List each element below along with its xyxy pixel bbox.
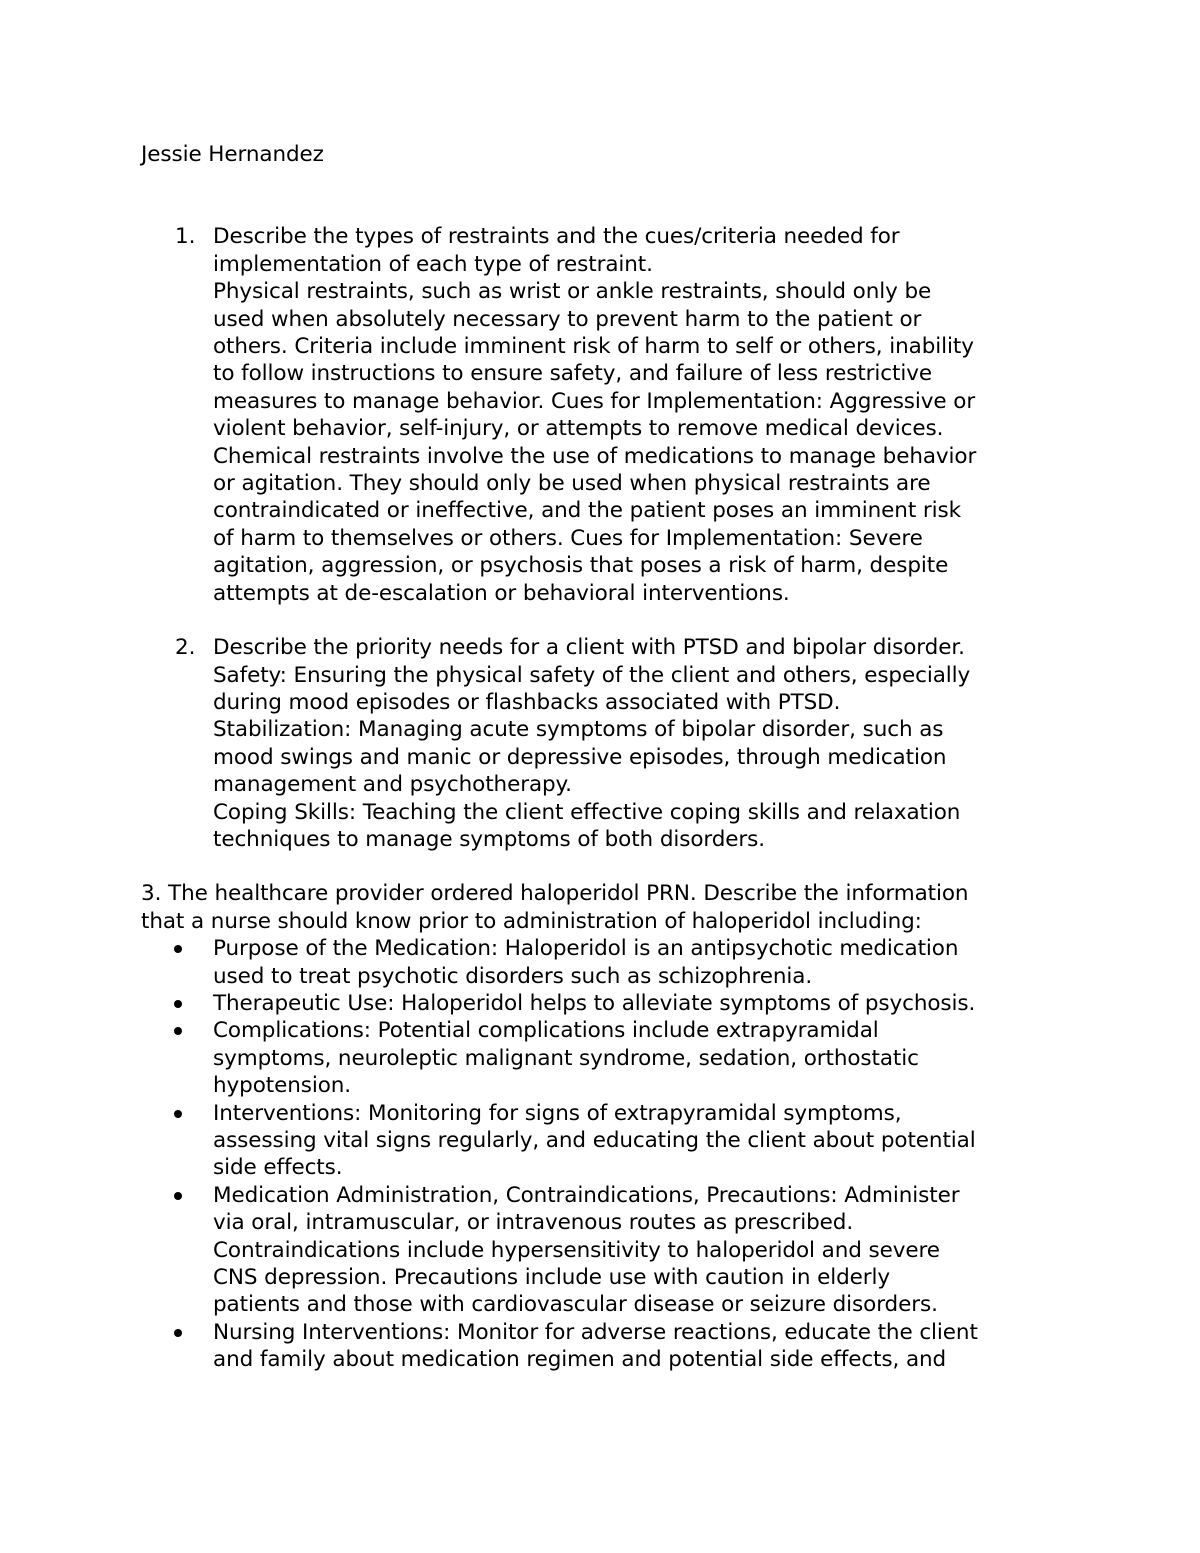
question-1-line: Describe the types of restraints and the cues/criteria needed for <box>213 224 900 250</box>
bullet-line: assessing vital signs regularly, and educating the client about potential <box>213 1128 976 1153</box>
answer-1-line: agitation, aggression, or psychosis that poses a risk of harm, despite <box>213 553 949 579</box>
bullet-line: Nursing Interventions: Monitor for adverse reactions, educate the client <box>213 1319 978 1345</box>
answer-2-line: management and psychotherapy. <box>213 772 572 798</box>
question-list <box>141 223 1061 853</box>
bullet-line: via oral, intramuscular, or intravenous routes as prescribed. <box>213 1210 854 1236</box>
bullet-icon <box>174 1329 182 1337</box>
bullet-line: Contraindications include hypersensitivity to haloperidol and severe <box>213 1237 940 1263</box>
answer-1-line: of harm to themselves or others. Cues for Implementation: Severe <box>213 525 923 551</box>
question-3-line: that a nurse should know prior to administration of haloperidol including: <box>141 908 922 934</box>
bullet-line: Therapeutic Use: Haloperidol helps to alleviate symptoms of psychosis. <box>213 990 976 1016</box>
bullet-line: patients and those with cardiovascular disease or seizure disorders. <box>213 1292 938 1318</box>
bullet-item-interventions <box>141 1100 1061 1182</box>
bullet-icon <box>174 1027 182 1035</box>
answer-2-line: Safety: Ensuring the physical safety of the client and others, especially <box>213 662 971 688</box>
bullet-line: symptoms, neuroleptic malignant syndrome, sedation, orthostatic <box>213 1045 919 1071</box>
answer-2-line: mood swings and manic or depressive episodes, through medication <box>213 744 947 770</box>
bullet-line: hypotension. <box>213 1073 352 1099</box>
bullet-line: Complications: Potential complications include extrapyramidal <box>213 1018 879 1044</box>
question-3 <box>141 880 1061 1373</box>
answer-2-line: during mood episodes or flashbacks associated with PTSD. <box>213 689 841 715</box>
bullet-item-purpose <box>141 935 1061 990</box>
bullet-item-complications <box>141 1017 1061 1099</box>
question-2-line: Describe the priority needs for a client with PTSD and bipolar disorder. <box>213 635 965 661</box>
answer-1-line: violent behavior, self-injury, or attempts to remove medical devices. <box>213 416 944 442</box>
answer-2-line: techniques to manage symptoms of both disorders. <box>213 826 766 852</box>
bullet-icon <box>174 945 182 953</box>
question-3-bullet-list <box>141 935 1061 1374</box>
bullet-icon <box>174 1000 182 1008</box>
author-name: Jessie Hernandez <box>141 142 324 167</box>
bullet-line: CNS depression. Precautions include use with caution in elderly <box>213 1265 890 1291</box>
answer-1-line: Physical restraints, such as wrist or ankle restraints, should only be <box>213 279 932 305</box>
bullet-line: Purpose of the Medication: Haloperidol is an antipsychotic medication <box>213 936 959 962</box>
answer-1-line: to follow instructions to ensure safety, and failure of less restrictive <box>213 361 932 387</box>
bullet-icon <box>174 1110 182 1118</box>
question-number: 2. <box>175 635 196 661</box>
bullet-icon <box>174 1192 182 1200</box>
question-3-prompt <box>141 880 1061 935</box>
question-number: 1. <box>175 224 196 250</box>
question-2 <box>141 634 1061 853</box>
answer-1-line: others. Criteria include imminent risk of harm to self or others, inability <box>213 334 974 360</box>
answer-1-line: used when absolutely necessary to prevent harm to the patient or <box>213 306 922 332</box>
bullet-item-therapeutic-use <box>141 990 1061 1017</box>
bullet-line: and family about medication regimen and potential side effects, and <box>213 1347 947 1373</box>
question-1-line: implementation of each type of restraint. <box>213 251 653 277</box>
document-body <box>141 141 1061 1374</box>
bullet-item-administration <box>141 1182 1061 1319</box>
answer-2-line: Coping Skills: Teaching the client effective coping skills and relaxation <box>213 799 961 825</box>
answer-1-line: attempts at de-escalation or behavioral interventions. <box>213 580 790 606</box>
answer-1-line: measures to manage behavior. Cues for Implementation: Aggressive or <box>213 388 976 414</box>
answer-1-line: Chemical restraints involve the use of medications to manage behavior <box>213 443 977 469</box>
bullet-line: Interventions: Monitoring for signs of extrapyramidal symptoms, <box>213 1100 902 1126</box>
bullet-line: Medication Administration, Contraindications, Precautions: Administer <box>213 1182 960 1208</box>
bullet-item-nursing-interventions <box>141 1319 1061 1374</box>
bullet-line: used to treat psychotic disorders such as schizophrenia. <box>213 963 813 989</box>
answer-2-line: Stabilization: Managing acute symptoms of bipolar disorder, such as <box>213 717 944 743</box>
question-1 <box>141 223 1061 607</box>
answer-1-line: or agitation. They should only be used when physical restraints are <box>213 471 931 497</box>
bullet-line: side effects. <box>213 1155 343 1181</box>
answer-1-line: contraindicated or ineffective, and the patient poses an imminent risk <box>213 498 961 524</box>
question-3-line: 3. The healthcare provider ordered haloperidol PRN. Describe the information <box>141 881 969 907</box>
